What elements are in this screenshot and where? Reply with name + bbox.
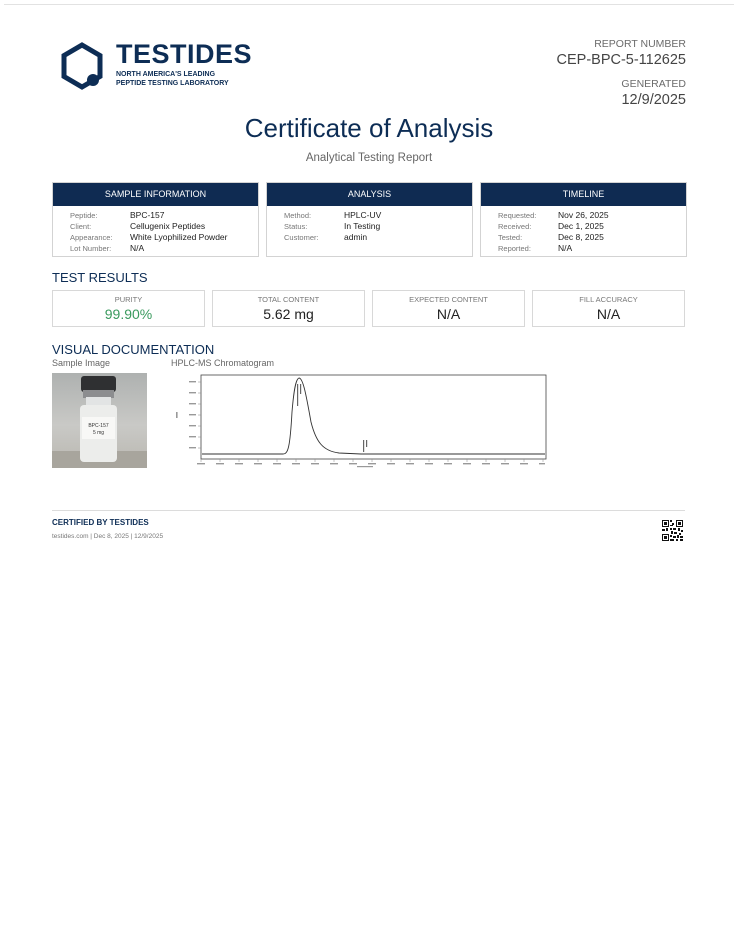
visual-documentation-heading: VISUAL DOCUMENTATION [52,342,215,357]
info-key: Received: [498,222,532,231]
footer-line: testides.com | Dec 8, 2025 | 12/9/2025 [52,533,164,540]
info-key: Requested: [498,211,537,220]
info-row [481,210,686,221]
info-value: Cellugenix Peptides [130,221,206,231]
report-number-label: REPORT NUMBER [594,38,686,50]
info-value: admin [344,232,368,242]
info-row [267,210,472,221]
result-label: FILL ACCURACY [579,295,638,304]
footer-divider [52,510,685,511]
expected-content-card [372,290,525,327]
analysis-heading: ANALYSIS [267,183,472,206]
info-value: In Testing [344,221,381,231]
info-key: Reported: [498,244,531,253]
vial-icon [52,373,147,468]
info-value: N/A [558,243,573,253]
info-key: Lot Number: [70,244,112,253]
test-results-heading: TEST RESULTS [52,270,148,285]
purity-value: 99.90% [104,306,153,322]
info-value: N/A [130,243,145,253]
info-value: Nov 26, 2025 [558,210,609,220]
timeline-box [480,182,687,257]
result-label: EXPECTED CONTENT [409,295,488,304]
qr-code-icon [662,520,683,541]
report-number: CEP-BPC-5-112625 [556,52,686,68]
info-key: Status: [284,222,308,231]
generated-date: 12/9/2025 [621,92,686,108]
purity-card [52,290,205,327]
chromatogram-caption: HPLC-MS Chromatogram [171,358,275,368]
info-value: BPC-157 [130,210,165,220]
info-row [267,232,472,243]
brand-block [116,40,252,88]
generated-label: GENERATED [621,78,686,90]
info-row [53,210,258,221]
sample-image-caption: Sample Image [52,358,111,368]
sample-vial-photo [52,373,147,468]
result-label: TOTAL CONTENT [257,295,320,304]
info-key: Method: [284,211,312,220]
testides-logo-icon [60,42,104,90]
info-value: Dec 8, 2025 [558,232,604,242]
info-row [53,221,258,232]
sample-information-box [52,182,259,257]
info-value: White Lyophilized Powder [130,232,228,242]
vial-label-name: BPC-157 [88,423,109,429]
info-key: Client: [70,222,92,231]
total-content-card [212,290,365,327]
result-label: PURITY [114,295,143,304]
info-key: Peptide: [70,211,98,220]
info-row [267,221,472,232]
info-key: Customer: [284,233,319,242]
page-edge [4,4,734,944]
total-content-value: 5.62 mg [263,306,314,322]
info-row [481,232,686,243]
sample-information-heading: SAMPLE INFORMATION [53,183,258,206]
info-key: Appearance: [70,233,113,242]
info-value: HPLC-UV [344,210,382,220]
info-row [53,232,258,243]
report-meta [557,38,687,109]
brand-name: TESTIDES [116,39,253,69]
analysis-box [266,182,473,257]
vial-label-dose: 5 mg [92,430,105,436]
page-subtitle: Analytical Testing Report [305,152,433,164]
brand-tagline-1: NORTH AMERICA'S LEADING [116,71,216,78]
page-title: Certificate of Analysis [244,113,494,143]
hplc-chromatogram [171,372,551,468]
brand-tagline-2: PEPTIDE TESTING LABORATORY [116,80,229,87]
info-key: Tested: [498,233,523,242]
info-value: Dec 1, 2025 [558,221,604,231]
certified-by: CERTIFIED BY TESTIDES [52,518,149,527]
info-row [481,221,686,232]
info-row [481,243,686,254]
expected-content-value: N/A [436,306,461,322]
info-row [53,243,258,254]
fill-accuracy-value: N/A [596,306,621,322]
timeline-heading: TIMELINE [481,183,686,206]
fill-accuracy-card [532,290,685,327]
